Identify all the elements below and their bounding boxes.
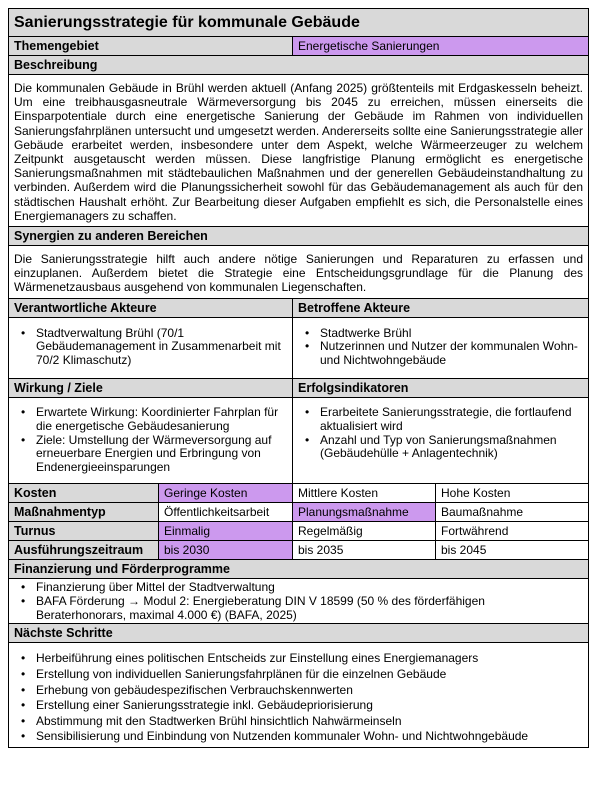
- verantwortliche-akteure-list-cell: [9, 317, 293, 378]
- betroffene-akteure-list-cell: [293, 317, 589, 378]
- finanzierung-list-cell: [9, 579, 589, 624]
- erfolgsindikatoren-heading: Erfolgsindikatoren: [293, 379, 589, 398]
- kosten-option-selected: Geringe Kosten: [159, 484, 293, 503]
- list-item: • Erarbeitete Sanierungsstrategie, die fortlaufend aktualisiert wird: [320, 406, 583, 434]
- massnahmentyp-label: Maßnahmentyp: [9, 503, 159, 522]
- finanzierung-list: [14, 581, 583, 622]
- massnahmentyp-option: Baumaßnahme: [436, 503, 589, 522]
- list-item: • Sensibilisierung und Einbindung von Nutzenden kommunaler Wohn- und Nichtwohngebäude: [36, 729, 583, 745]
- naechste-schritte-list-cell: [9, 643, 589, 748]
- measure-sheet: [8, 8, 588, 748]
- turnus-label: Turnus: [9, 522, 159, 541]
- list-item: • Erwartete Wirkung: Koordinierter Fahrplan für die energetische Gebäudesanierung: [36, 406, 287, 434]
- kosten-option: Mittlere Kosten: [293, 484, 436, 503]
- list-item: • Nutzerinnen und Nutzer der kommunalen Wohn- und Nichtwohngebäude: [320, 340, 583, 368]
- massnahmentyp-option-selected: Planungsmaßnahme: [293, 503, 436, 522]
- list-item: • Herbeiführung eines politischen Entscheids zur Einstellung eines Energiemanagers: [36, 651, 583, 667]
- beschreibung-text: Die kommunalen Gebäude in Brühl werden aktuell (Anfang 2025) größtenteils mit Erdgaskesseln beheizt. Um eine treibhausgasneutrale Wärmeversorgung bis 2045 zu erreichen, müssen einerseits die Einsparpotentiale durch eine energetische Sanierung der Gebäude im Rahmen von individuellen Sanierungsfahrplänen untersucht und umgesetzt werden. Andererseits sollte eine Sanierungsstrategie aller Gebäude erarbeitet werden, insbesondere unter dem Aspekt, welche Wärmeerzeuger zu welchem Zeitpunkt ausgetauscht werden müssen. Diese langfristige Planung ermöglicht es energetische Sanierungsmaßnahmen mit städtebaulichen Maßnahmen und der generellen Gebäudeinstandhaltung zu verbinden. Außerdem wird die Planungssicherheit sowohl für das Gebäudemanagement als auch für den städtischen Haushalt erhöht. Zur Bearbeitung dieser Aufgaben empfiehlt es sich, die Personalstelle eines Energiemanagers zu schaffen.: [9, 75, 589, 227]
- verantwortliche-akteure-heading: Verantwortliche Akteure: [9, 298, 293, 317]
- list-item: • Anzahl und Typ von Sanierungsmaßnahmen (Gebäudehülle + Anlagentechnik): [320, 434, 583, 462]
- zeitraum-label: Ausführungszeitraum: [9, 541, 159, 560]
- list-item: • BAFA Förderung → Modul 2: Energieberatung DIN V 18599 (50 % des förderfähigen Beraterhonorars, maximal 4.000 €) (BAFA, 2025): [36, 595, 523, 623]
- wirkung-heading: Wirkung / Ziele: [9, 379, 293, 398]
- list-item: • Stadtverwaltung Brühl (70/1 Gebäudemanagement in Zusammenarbeit mit 70/2 Klimaschutz): [36, 327, 287, 368]
- turnus-option-selected: Einmalig: [159, 522, 293, 541]
- list-item: • Ziele: Umstellung der Wärmeversorgung auf erneuerbare Energien und Erbringung von Endenergieeinsparungen: [36, 434, 287, 475]
- kosten-label: Kosten: [9, 484, 159, 503]
- page-title: Sanierungsstrategie für kommunale Gebäude: [9, 9, 589, 37]
- synergien-text: Die Sanierungsstrategie hilft auch andere nötige Sanierungen und Reparaturen zu erfassen und einzuplanen. Außerdem bietet die Strategie eine Entscheidungsgrundlage für die Planung des Wärmenetzausbaus ausgehend von kommunalen Liegenschaften.: [9, 246, 589, 299]
- betroffene-akteure-heading: Betroffene Akteure: [293, 298, 589, 317]
- zeitraum-option: bis 2045: [436, 541, 589, 560]
- themengebiet-value: Energetische Sanierungen: [293, 37, 589, 56]
- list-item: • Erstellung von individuellen Sanierungsfahrplänen für die einzelnen Gebäude: [36, 667, 583, 683]
- turnus-option: Regelmäßig: [293, 522, 436, 541]
- list-item: • Abstimmung mit den Stadtwerken Brühl hinsichtlich Nahwärmeinseln: [36, 714, 583, 730]
- list-item: • Erstellung einer Sanierungsstrategie inkl. Gebäudepriorisierung: [36, 698, 583, 714]
- finanzierung-heading: Finanzierung und Förderprogramme: [9, 560, 589, 579]
- list-item: • Erhebung von gebäudespezifischen Verbrauchskennwerten: [36, 683, 583, 699]
- wirkung-list-cell: [9, 398, 293, 484]
- wirkung-list: [14, 406, 287, 475]
- erfolgsindikatoren-list-cell: [293, 398, 589, 484]
- massnahmentyp-option: Öffentlichkeitsarbeit: [159, 503, 293, 522]
- zeitraum-option: bis 2035: [293, 541, 436, 560]
- turnus-option: Fortwährend: [436, 522, 589, 541]
- betroffene-akteure-list: [298, 327, 583, 368]
- naechste-schritte-list: [14, 651, 583, 745]
- erfolgsindikatoren-list: [298, 406, 583, 461]
- kosten-option: Hohe Kosten: [436, 484, 589, 503]
- themengebiet-label: Themengebiet: [9, 37, 293, 56]
- beschreibung-heading: Beschreibung: [9, 56, 589, 75]
- list-item: • Finanzierung über Mittel der Stadtverwaltung: [36, 581, 523, 595]
- naechste-schritte-heading: Nächste Schritte: [9, 624, 589, 643]
- verantwortliche-akteure-list: [14, 327, 287, 368]
- measure-table: [8, 8, 589, 748]
- synergien-heading: Synergien zu anderen Bereichen: [9, 227, 589, 246]
- list-item: • Stadtwerke Brühl: [320, 327, 583, 341]
- zeitraum-option-selected: bis 2030: [159, 541, 293, 560]
